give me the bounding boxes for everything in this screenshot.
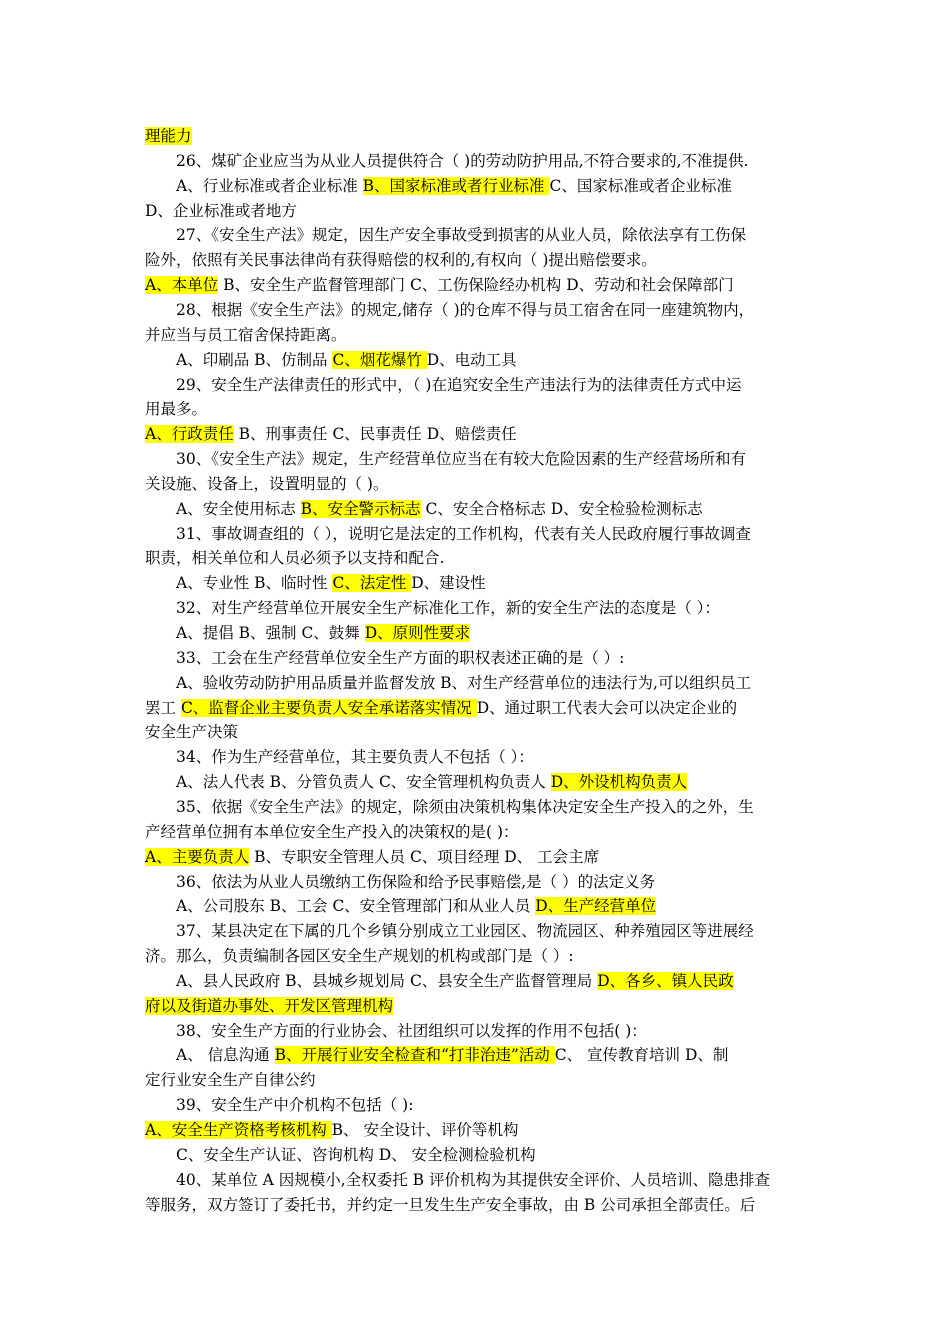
- text-segment: 罢工: [145, 698, 181, 717]
- highlighted-answer: C、监督企业主要负责人安全承诺落实情况: [180, 698, 477, 717]
- text-line: [145, 547, 815, 569]
- highlighted-answer: 理能力: [145, 127, 192, 145]
- text-segment: 济。那么，负责编制各园区安全生产规划的机构或部门是（ ）:: [145, 947, 574, 966]
- highlighted-answer: D、原则性要求: [364, 624, 471, 642]
- text-line: [176, 920, 816, 942]
- text-line: [176, 572, 816, 594]
- text-line: [176, 1044, 816, 1066]
- text-line: [176, 746, 816, 768]
- text-line: [176, 299, 816, 321]
- highlighted-answer: A、安全生产资格考核机构: [145, 1121, 332, 1139]
- text-line: [176, 970, 816, 992]
- highlighted-answer: D、生产经营单位: [535, 897, 657, 916]
- text-line: [145, 324, 815, 346]
- text-segment: 29、安全生产法律责任的形式中，（ )在追究安全生产违法行为的法律责任方式中运: [176, 375, 742, 394]
- text-line: [176, 771, 816, 793]
- highlighted-answer: A、主要负责人: [145, 847, 250, 866]
- text-line: [176, 597, 816, 619]
- text-segment: A、验收劳动防护用品质量并监督发放 B、对生产经营单位的违法行为,可以组织员工: [176, 673, 751, 692]
- text-segment: B、 安全设计、评价等机构: [331, 1121, 519, 1139]
- text-segment: A、法人代表 B、分管负责人 C、安全管理机构负责人: [176, 773, 551, 792]
- text-line: [145, 1194, 815, 1216]
- text-line: [145, 1119, 815, 1141]
- text-line: [145, 697, 815, 719]
- text-segment: 险外，依照有关民事法律尚有获得赔偿的权利的,有权向（ )提出赔偿要求。: [145, 251, 657, 270]
- text-segment: 38、安全生产方面的行业协会、社团组织可以发挥的作用不包括( )：: [176, 1021, 647, 1040]
- highlighted-answer: D、外设机构负责人: [550, 773, 688, 792]
- text-line: [145, 473, 815, 495]
- text-line: [145, 721, 815, 743]
- text-line: [176, 1144, 816, 1166]
- text-line: [145, 945, 815, 967]
- text-segment: A、县人民政府 B、县城乡规划局 C、县安全生产监督管理局: [176, 971, 598, 990]
- highlighted-answer: C、烟花爆竹: [332, 350, 427, 369]
- text-segment: D、建设性: [411, 574, 486, 593]
- text-line: [176, 150, 816, 172]
- text-line: [145, 423, 815, 445]
- text-segment: A、专业性 B、临时性: [176, 574, 333, 593]
- text-line: [176, 871, 816, 893]
- text-line: [176, 523, 816, 545]
- text-segment: 关设施、设备上，设置明显的（ )。: [145, 474, 389, 493]
- text-segment: 35、依据《安全生产法》的规定，除须由决策机构集体决定安全生产投入的之外，生: [176, 797, 754, 816]
- text-segment: A、印刷品 B、仿制品: [176, 350, 333, 369]
- text-segment: C、国家标准或者企业标准: [549, 176, 732, 195]
- text-segment: 安全生产决策: [145, 723, 239, 742]
- text-segment: 37、某县决定在下属的几个乡镇分别成立工业园区、物流园区、种养殖园区等进展经: [176, 922, 754, 941]
- text-line: [176, 1020, 816, 1042]
- text-line: [145, 995, 815, 1017]
- text-segment: D、企业标准或者地方: [145, 201, 297, 220]
- text-line: [145, 1069, 815, 1091]
- text-segment: 36、依法为从业人员缴纳工伤保险和给予民事赔偿,是（ ）的法定义务: [176, 872, 656, 891]
- text-segment: 31、事故调查组的（ ），说明它是法定的工作机构，代表有关人民政府履行事故调查: [176, 524, 751, 543]
- text-segment: 33、工会在生产经营单位安全生产方面的职权表述正确的是（ ）:: [176, 648, 625, 667]
- highlighted-answer: A、行政责任: [145, 425, 234, 444]
- text-line: [145, 249, 815, 271]
- text-line: [145, 398, 815, 420]
- text-segment: 用最多。: [145, 400, 208, 419]
- text-segment: C、 宣传教育培训 D、制: [554, 1046, 729, 1065]
- text-segment: B、刑事责任 C、民事责任 D、赔偿责任: [233, 425, 517, 444]
- text-line: [176, 175, 816, 197]
- text-line: [176, 448, 816, 470]
- text-segment: 职责，相关单位和人员必须予以支持和配合.: [145, 549, 445, 568]
- text-segment: A、提倡 B、强制 C、鼓舞: [176, 624, 365, 642]
- text-segment: 30、《安全生产法》规定，生产经营单位应当在有较大危险因素的生产经营场所和有: [176, 450, 746, 469]
- text-line: [145, 200, 815, 222]
- highlighted-answer: A、本单位: [145, 276, 219, 295]
- text-segment: C、安全合格标志 D、安全检验检测标志: [420, 499, 703, 518]
- text-line: [176, 224, 816, 246]
- text-segment: 32、对生产经营单位开展安全生产标准化工作，新的安全生产法的态度是（ ）：: [176, 599, 720, 618]
- highlighted-answer: B、开展行业安全检查和“打非治违”活动: [274, 1046, 555, 1065]
- text-line: [176, 796, 816, 818]
- text-line: [176, 498, 816, 520]
- text-line: [176, 1169, 816, 1191]
- text-segment: 产经营单位拥有本单位安全生产投入的决策权的是( )：: [145, 822, 519, 841]
- text-segment: A、 信息沟通: [176, 1046, 275, 1065]
- text-segment: 27、《安全生产法》规定，因生产安全事故受到损害的从业人员，除依法享有工伤保: [176, 226, 746, 245]
- highlighted-answer: B、安全警示标志: [300, 499, 421, 518]
- highlighted-answer: B、国家标准或者行业标准: [362, 176, 550, 195]
- text-line: [176, 374, 816, 396]
- text-segment: 等服务，双方签订了委托书，并约定一旦发生生产安全事故，由 B 公司承担全部责任。后: [145, 1195, 756, 1214]
- text-line: [176, 1094, 816, 1116]
- text-segment: 39、安全生产中介机构不包括（ ):: [176, 1096, 414, 1115]
- text-line: [145, 274, 815, 296]
- highlighted-answer: D、各乡、镇人民政: [597, 971, 734, 990]
- text-line: [145, 125, 815, 147]
- text-segment: D、电动工具: [426, 350, 517, 369]
- text-line: [176, 672, 816, 694]
- text-segment: 26、煤矿企业应当为从业人员提供符合（ )的劳动防护用品,不符合要求的,不准提供.: [176, 151, 749, 170]
- text-line: [176, 895, 816, 917]
- text-segment: B、安全生产监督管理部门 C、工伤保险经办机构 D、劳动和社会保障部门: [218, 276, 734, 295]
- text-segment: A、行业标准或者企业标准: [176, 176, 363, 195]
- text-line: [176, 622, 816, 644]
- text-segment: A、安全使用标志: [176, 499, 301, 518]
- highlighted-answer: 府以及街道办事处、开发区管理机构: [145, 996, 394, 1015]
- text-line: [145, 821, 815, 843]
- text-segment: 40、某单位 A 因规模小,全权委托 B 评价机构为其提供安全评价、人员培训、隐患排查: [176, 1170, 770, 1189]
- text-segment: 定行业安全生产自律公约: [145, 1071, 316, 1090]
- text-line: [176, 349, 816, 371]
- text-segment: B、专职安全管理人员 C、项目经理 D、 工会主席: [249, 847, 600, 866]
- text-segment: 并应当与员工宿舍保持距离。: [145, 325, 347, 344]
- text-segment: 34、作为生产经营单位，其主要负责人不包括（ ）：: [176, 748, 534, 767]
- text-segment: C、安全生产认证、咨询机构 D、 安全检测检验机构: [176, 1145, 536, 1164]
- text-segment: 28、根据《安全生产法》的规定,储存（ )的仓库不得与员工宿舍在同一座建筑物内，: [176, 300, 755, 319]
- text-line: [145, 846, 815, 868]
- text-segment: A、公司股东 B、工会 C、安全管理部门和从业人员: [176, 897, 536, 916]
- text-line: [176, 647, 816, 669]
- text-segment: D、通过职工代表大会可以决定企业的: [476, 698, 738, 717]
- highlighted-answer: C、法定性: [332, 574, 412, 593]
